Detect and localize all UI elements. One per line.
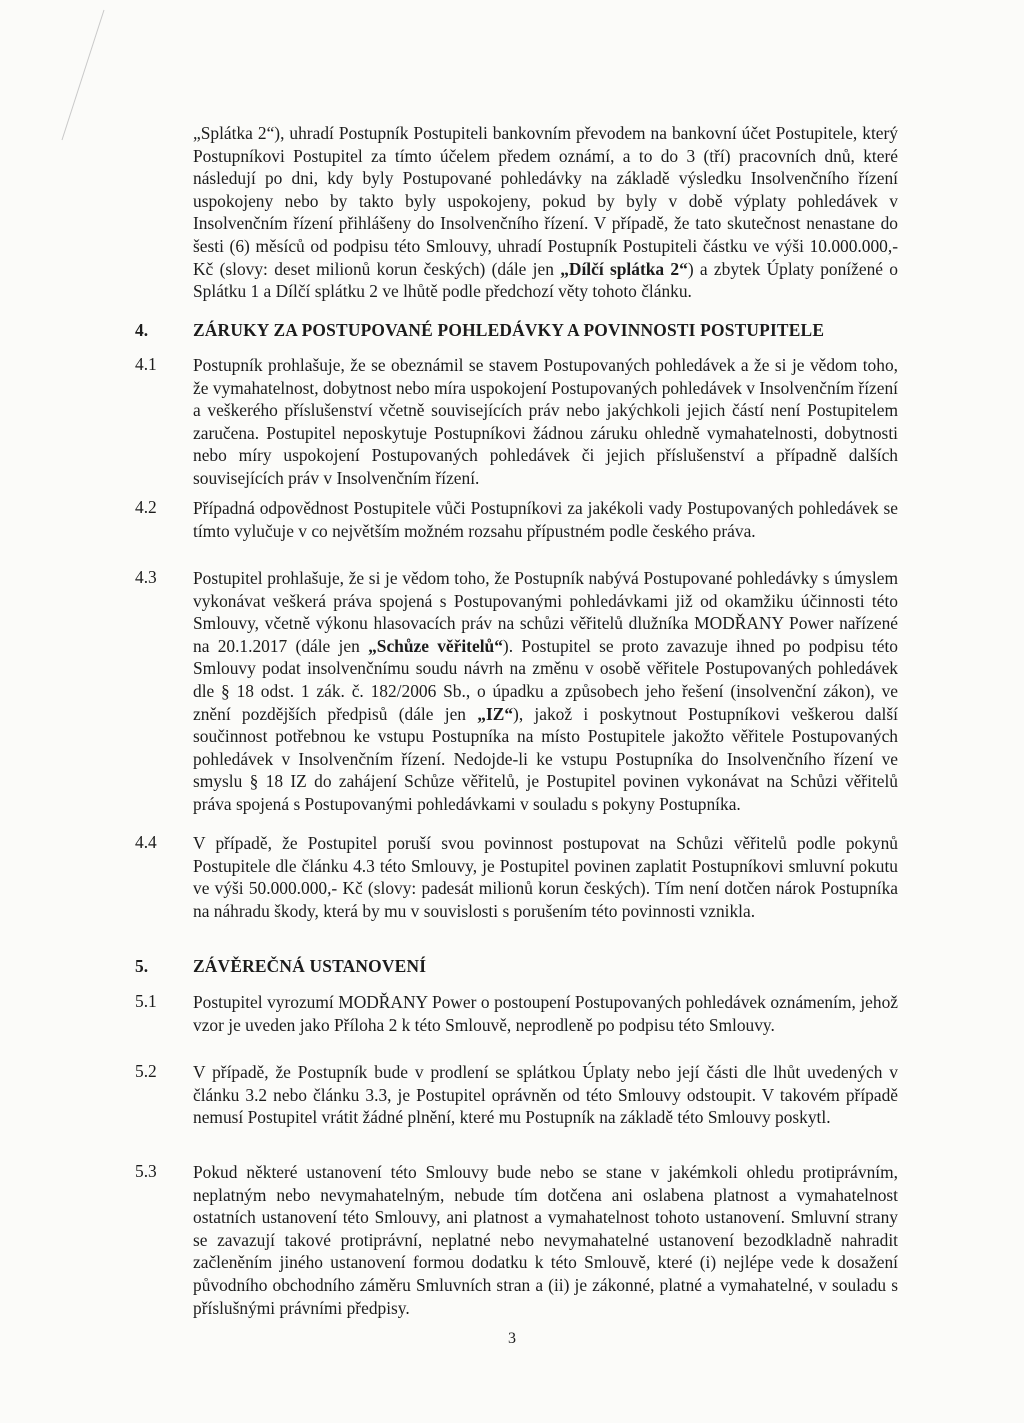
intro-text-2a: V případě, že tato skutečnost nenastane do šesti (6) měsíců od podpisu této Smlouvy, uhradí Postupník Postupiteli částku ve výši 10.000.000,- Kč (slovy: deset milionů korun českých) (dále jen	[193, 213, 898, 279]
term-iz: „IZ“	[477, 703, 514, 724]
clause-4-2-number: 4.2	[135, 497, 157, 517]
page-number: 3	[508, 1330, 516, 1347]
clause-4-3-part-b: ). Postupitel se proto zavazuje ihned po podpisu této Smlouvy podat insolvenčnímu soudu návrh na změnu v osobě věřitele Postupovaných pohledávek dle § 18 odst. 1 zák. č. 182/2006 Sb., o úpadku a způsobech jeho řešení (insolvenční zákon), ve znění pozdějších předpisů (dále jen	[193, 635, 899, 724]
clause-4-3-text	[193, 567, 898, 816]
clause-5-1-number: 5.1	[135, 991, 157, 1011]
clause-4-2-text: Případná odpovědnost Postupitele vůči Postupníkovi za jakékoli vady Postupovaných pohledávek se tímto vylučuje v co největším možném rozsahu přípustném podle českého práva.	[193, 498, 898, 541]
section-4-number: 4.	[135, 320, 149, 340]
section-5-number: 5.	[135, 956, 149, 976]
section-4-heading: ZÁRUKY ZA POSTUPOVANÉ POHLEDÁVKY A POVINNOSTI POSTUPITELE	[193, 320, 825, 340]
section-5-heading: ZÁVĚREČNÁ USTANOVENÍ	[193, 956, 427, 976]
clause-4-3-number: 4.3	[135, 567, 157, 587]
clause-4-1-number: 4.1	[135, 354, 157, 374]
clause-5-3-text: Pokud některé ustanovení této Smlouvy bude nebo se stane v jakémkoli ohledu protiprávním, neplatným nebo nevymahatelným, nebude tím dotčena ani oslabena platnost a vymahatelnost ostatních ustanovení této Smlouvy, ani platnost a vymahatelnost tohoto ustanovení. Smluvní strany se zavazují takové protiprávní, neplatné nebo nevymahatelné ustanovení bezodkladně nahradit začleněním jiného ustanovení formou dodatku k této Smlouvě, které (i) nejlépe vede k dosažení původního obchodního záměru Smluvních stran a (ii) je zákonné, platné a vymahatelné, v souladu s příslušnými právními předpisy.	[193, 1162, 898, 1318]
clause-4-4-text: V případě, že Postupitel poruší svou povinnost postupovat na Schůzi věřitelů podle pokynů Postupitele dle článku 4.3 této Smlouvy, je Postupitel povinen zaplatit Postupníkovi smluvní pokutu ve výši 50.000.000,- Kč (slovy: padesát milionů korun českých). Tím není dotčen nárok Postupníka na náhradu škody, která by mu v souvislosti s porušením této povinnosti vznikla.	[193, 833, 898, 921]
clause-4-3-part-c: ), jakož i poskytnout Postupníkovi veškerou další součinnost potřebnou ke vstupu Postupníka na místo Postupitele jakožto věřitele Postupovaných pohledávek v Insolvenčním řízení. Nedojde-li ke vstupu Postupníka do Insolvenčního řízení ve smyslu § 18 IZ do zahájení Schůze věřitelů, je Postupitel povinen vykonávat na Schůzi věřitelů práva spojená s Postupovanými pohledávkami v souladu s pokyny Postupníka.	[193, 703, 898, 814]
clause-5-3-number: 5.3	[135, 1161, 157, 1181]
clause-5-2-text: V případě, že Postupník bude v prodlení se splátkou Úplaty nebo její části dle lhůt uvedených v článku 3.2 nebo článku 3.3, je Postupitel oprávněn od této Smlouvy odstoupit. V takovém případě nemusí Postupitel vrátit žádné plnění, které mu Postupník na základě této Smlouvy poskytl.	[193, 1062, 898, 1128]
term-dilci-splatka-2: „Dílčí splátka 2“	[560, 258, 688, 279]
intro-text-1: „Splátka 2“), uhradí Postupník Postupiteli bankovním převodem na bankovní účet Postupitele, který Postupníkovi Postupitel za tímto účelem předem oznámí, a to do 3 (tří) pracovních dnů, které následují po dni, kdy byly Postupované pohledávky na základě výsledku Insolvenčního řízení uspokojeny nebo by takto byly uspokojeny, pokud by byly v době výplaty pohledávek v Insolvenčním řízení přihlášeny do Insolvenčního řízení.	[193, 123, 898, 234]
term-schuze-veritelu: „Schůze věřitelů“	[368, 635, 503, 656]
intro-text-2b: ) a zbytek Úplaty ponížené o Splátku 1 a Dílčí splátku 2 ve lhůtě podle předchozí věty tohoto článku.	[193, 258, 898, 302]
clause-5-1-text: Postupitel vyrozumí MODŘANY Power o postoupení Postupovaných pohledávek oznámením, jehož vzor je uveden jako Příloha 2 k této Smlouvě, neprodleně po podpisu této Smlouvy.	[193, 992, 898, 1035]
clause-4-1-text: Postupník prohlašuje, že se obeznámil se stavem Postupovaných pohledávek a že si je vědom toho, že vymahatelnost, dobytnost nebo míra uspokojení Postupovaných pohledávek v Insolvenčním řízení a veškerého příslušenství včetně souvisejících práv nebo jakýchkoli jejich částí není Postupitelem zaručena. Postupitel neposkytuje Postupníkovi žádnou záruku ohledně vymahatelnosti, dobytnosti nebo míry uspokojení Postupovaných pohledávek či jejich příslušenství a případně dalších souvisejících práv v Insolvenčním řízení.	[193, 355, 898, 488]
scan-artifact-line	[0, 0, 120, 150]
clause-4-3-part-a: Postupitel prohlašuje, že si je vědom toho, že Postupník nabývá Postupované pohledávky s úmyslem vykonávat veškerá práva spojená s Postupovanými pohledávkami již od okamžiku účinnosti této Smlouvy, včetně výkonu hlasovacích práv na schůzi věřitelů dlužníka MODŘANY Power nařízené na 20.1.2017 (dále jen	[193, 568, 898, 656]
clause-5-2-number: 5.2	[135, 1061, 157, 1081]
clause-4-4-number: 4.4	[135, 832, 157, 852]
intro-paragraph	[193, 122, 898, 303]
